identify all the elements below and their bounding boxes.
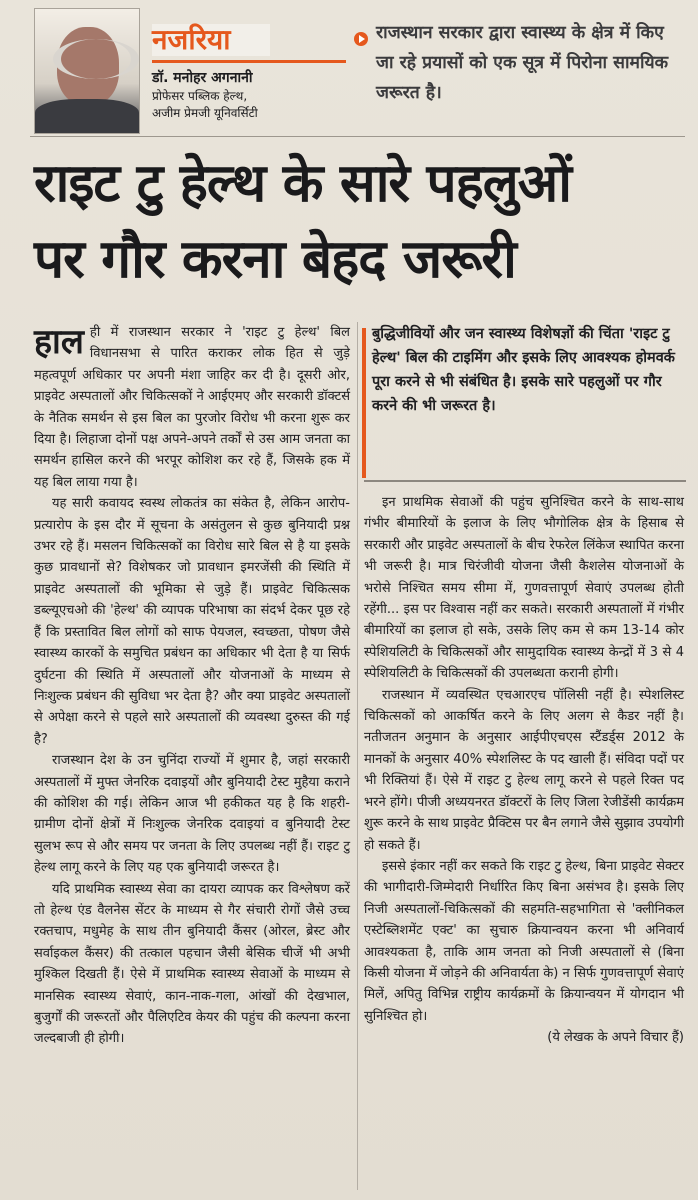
pull-quote <box>372 322 684 418</box>
header-quote <box>350 18 680 108</box>
author-name: डॉ. मनोहर अगनानी <box>152 70 253 86</box>
article-paragraph: राजस्थान देश के उन चुनिंदा राज्यों में शुमार है, जहां सरकारी अस्पतालों में मुफ्त जेनरिक दवाइयों और बुनियादी टेस्ट मुहैया कराने की कोशिश की गई। लेकिन आज भी हकीकत यह है कि शहरी-ग्रामीण दोनों क्षेत्रों में निःशुल्क जेनरिक दवाइयां व बुनियादी टेस्ट सुलभ रूप से और समय पर जनता के लिए उपलब्ध नहीं हैं। राइट टु हेल्थ लागू करने के लिए यह एक बुनियादी जरूरत है। <box>34 753 350 876</box>
article-right-column <box>364 492 684 1049</box>
column-name-text: नजरिया <box>152 23 231 56</box>
article-paragraph: इससे इंकार नहीं कर सकते कि राइट टु हेल्थ, बिना प्राइवेट सेक्टर की भागीदारी-जिम्मेदारी निर्धारित किए बिना असंभव है। इसके लिए निजी अस्पतालों-चिकित्सकों की सहमति-सहभागिता से 'क्लीनिकल एस्टेब्लिशमेंट एक्ट' का सुचारु क्रियान्वयन करना भी अनिवार्य आवश्यकता है, ताकि आम जनता को निजी अस्पतालों से (बिना किसी योजना में जोड़ने की अनिवार्यता के) न सिर्फ गुणवत्तापूर्ण सेवाएं मिलें, अपितु विभिन्न राष्ट्रीय कार्यक्रमों के क्रियान्वयन में योगदान भी सुनिश्चित हो। <box>364 858 684 1024</box>
author-photo <box>34 8 140 134</box>
play-bullet-icon <box>354 32 368 46</box>
article-paragraph: यदि प्राथमिक स्वास्थ्य सेवा का दायरा व्यापक कर विश्लेषण करें तो हेल्थ एंड वैलनेस सेंटर के माध्यम से गैर संचारी रोगों जैसे उच्च रक्तचाप, मधुमेह के साथ तीन बुनियादी कैंसर (ओरल, ब्रेस्ट और सर्वाइकल कैंसर) की तत्काल पहचान जैसी बेसिक चीजें भी अभी मुश्किल दिखती हैं। ऐसे में प्राथमिक स्वास्थ्य सेवाओं के माध्यम से मानसिक स्वास्थ्य सेवाएं, कान-नाक-गला, आंखों की देखभाल, बुजुर्गों की जरूरतों और पैलिएटिव केयर की पहुंच की कल्पना करना जल्दबाजी ही होगी। <box>34 881 350 1047</box>
pull-quote-bar <box>362 328 366 478</box>
pull-quote-text: बुद्धिजीवियों और जन स्वास्थ्य विशेषज्ञों की चिंता 'राइट टु हेल्थ' बिल की टाइमिंग और इसके लिए आवश्यक होमवर्क पूरा करने से भी संबंधित है। इसके सारे पहलुओं पर गौर करने की भी जरूरत है। <box>372 326 675 414</box>
author-role-line-1: प्रोफेसर पब्लिक हेल्थ, <box>152 89 248 103</box>
column-divider <box>357 322 358 1190</box>
column-name-underline <box>152 60 346 63</box>
author-role-line-2: अजीम प्रेमजी यूनिवर्सिटी <box>152 106 258 120</box>
article-paragraph: राजस्थान में व्यवस्थित एचआरएच पॉलिसी नहीं है। स्पेशलिस्ट चिकित्सकों को आकर्षित करने के लिए अलग से कैडर नहीं है। नतीजतन अनुमान के अनुसार आईपीएचएस स्टैंडर्ड्स 2012 के मानकों के अनुसार 40% स्पेशलिस्ट के पद खाली हैं। संविदा पदों पर भी रिक्तियां हैं। ऐसे में राइट टु हेल्थ लागू करने से पहले रिक्त पद भरने होंगे। पीजी अध्ययनरत डॉक्टरों के लिए जिला रेजीडेंसी कार्यक्रम शुरू करने के साथ प्राइवेट प्रैक्टिस पर बैन लगाने जैसे सुझाव उपयोगी हो सकते हैं। <box>364 687 684 853</box>
article-paragraph: इन प्राथमिक सेवाओं की पहुंच सुनिश्चित करने के साथ-साथ गंभीर बीमारियों के इलाज के लिए भौगोलिक क्षेत्र के हिसाब से सरकारी और प्राइवेट अस्पतालों के बीच रेफरेल लिंकेज स्थापित करना भी जरूरी है। मात्र चिरंजीवी योजना जैसी कैशलेस योजनाओं के भरोसे निश्चित समय सीमा में, गुणवत्तापूर्ण सेवाएं उपलब्ध होती रहेंगी... इस पर विश्वास नहीं कर सकते। सरकारी अस्पतालों में गंभीर बीमारियों का इलाज हो सके, उसके लिए कम से कम 13-14 कोर स्पेशियलिटी के चिकित्सकों और सामुदायिक स्वास्थ्य केन्द्रों में 3 से 4 स्पेशियलिटी के चिकित्सकों की उपलब्धता करानी होगी। <box>364 495 684 682</box>
pull-quote-divider <box>364 480 686 482</box>
headline-line-2: पर गौर करना बेहद जरूरी <box>34 229 516 290</box>
headline <box>34 146 684 298</box>
article-left-column <box>34 322 350 1050</box>
article-paragraph: यह सारी कवायद स्वस्थ लोकतंत्र का संकेत है, लेकिन आरोप-प्रत्यारोप के इस दौर में सूचना के असंतुलन से कुछ बुनियादी प्रश्न उभर रहे हैं। मसलन चिकित्सकों का विरोध सारे बिल से है या इसके कुछ प्रावधानों से? विशेषकर जो प्रावधान इमरजेंसी की स्थिति में प्राइवेट अस्पतालों की भूमिका से जुड़े हैं। प्राइवेट चिकित्सक डब्ल्यूएचओ की 'हेल्थ' की व्यापक परिभाषा का संदर्भ देकर पूछ रहे हैं कि प्रस्तावित बिल लोगों को साफ पेयजल, स्वच्छता, पोषण जैसे स्वास्थ्य कारकों के समुचित प्रबंधन का अधिकार भी देता है या सिर्फ दुर्घटना की स्थिति में अस्पतालों और योजनाओं के माध्यम से निःशुल्क प्रबंधन की सुविधा भर देता है? और क्या प्राइवेट अस्पतालों से अपेक्षा करने से पहले सारे अस्पतालों की व्यवस्था दुरुस्त की गई है? <box>34 496 350 747</box>
author-byline <box>152 68 342 122</box>
header-divider <box>30 136 685 137</box>
drop-cap: हाल <box>34 322 84 362</box>
column-name-label <box>152 24 270 56</box>
header-quote-text: राजस्थान सरकार द्वारा स्वास्थ्य के क्षेत्र में किए जा रहे प्रयासों को एक सूत्र में पिरोना सामयिक जरूरत है। <box>376 23 669 103</box>
article-paragraph <box>34 322 350 493</box>
paragraph-text: ही में राजस्थान सरकार ने 'राइट टु हेल्थ' बिल विधानसभा से पारित कराकर लोक हित से जुड़े महत्वपूर्ण अधिकार पर अपनी मंशा जाहिर कर दी है। दूसरी ओर, प्राइवेट अस्पतालों और चिकित्सकों ने आईएमए और सरकारी डॉक्टर्स के नैतिक समर्थन से इस बिल का पुरजोर विरोध भी करना शुरू कर दिया है। लिहाजा दोनों पक्ष अपने-अपने तर्कों से उस आम जनता का समर्थन हासिल करने की भरपूर कोशिश कर रहे हैं, जिसके हक में यह बिल लाया गया है। <box>34 325 350 490</box>
headline-line-1: राइट टु हेल्थ के सारे पहलुओं <box>34 153 571 214</box>
author-disclaimer: (ये लेखक के अपने विचार हैं) <box>547 1030 684 1046</box>
